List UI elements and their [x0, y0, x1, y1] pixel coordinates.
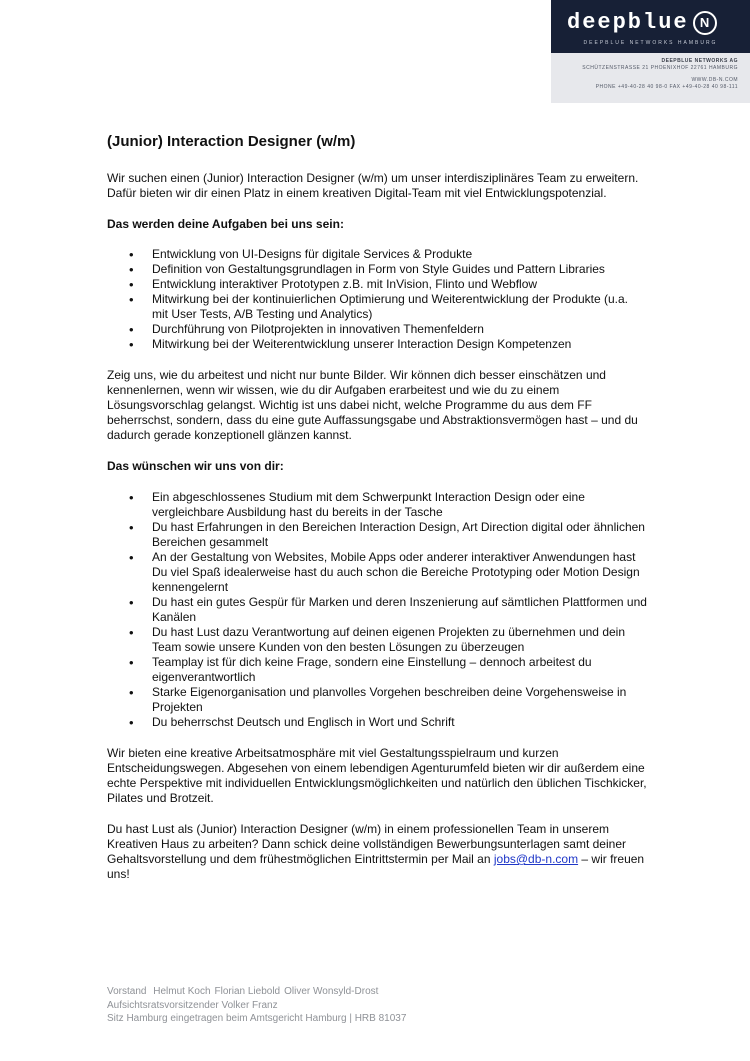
list-item: • Ein abgeschlossenes Studium mit dem Schwerpunkt Interaction Design oder eine vergleichbare Ausbildung hast du bereits in der Tasche: [152, 490, 647, 520]
wishes-heading: Das wünschen wir uns von dir:: [107, 459, 284, 473]
list-item: • Du hast Lust dazu Verantwortung auf deinen eigenen Projekten zu übernehmen und dein Team sowie unsere Kunden von den besten Lösungen zu überzeugen: [152, 625, 647, 655]
board-member: Oliver Wonsyld-Drost: [284, 986, 379, 997]
list-item: • Durchführung von Pilotprojekten in innovativen Themenfeldern: [152, 322, 647, 337]
company-website: WWW.DB-N.COM: [691, 77, 738, 83]
phone-fax: PHONE +49-40-28 40 98-0 FAX +49-40-28 40 98-111: [595, 84, 738, 90]
apply-text: Du hast Lust als (Junior) Interaction Designer (w/m) in einem professionellen Team in unserem Kreativen Haus zu arbeiten? Dann schick deine vollständigen Bewerbungsunterlagen samt deiner Gehaltsvorstellung und dem frühestmöglichen Eintrittstermin per Mail an: [107, 822, 626, 866]
approach-paragraph: Zeig uns, wie du arbeitest und nicht nur bunte Bilder. Wir können dich besser einschätzen und kennenlernen, wenn wir wissen, wie du dir Aufgaben erarbeitest und wie du zu einem Lösungsvorschlag gelangst. Wichtig ist uns dabei nicht, welche Programme du aus dem FF beherrschst, sondern, dass du eine gute Auffassungsgabe und Abstraktionsvermögen hast – und du dadurch gerade konzeptionell glänzen kannst.: [107, 368, 638, 442]
list-item: • Starke Eigenorganisation und planvolles Vorgehen beschreiben deine Vorgehensweise in Projekten: [152, 685, 647, 715]
company-address: [558, 58, 738, 91]
board-member: Helmut Koch: [153, 986, 211, 997]
list-item: • Du hast Erfahrungen in den Bereichen Interaction Design, Art Direction digital oder ähnlichen Bereichen gesammelt: [152, 520, 647, 550]
list-item: • An der Gestaltung von Websites, Mobile Apps oder anderer interaktiver Anwendungen hast Du viel Spaß idealerweise hast du auch schon die Bereiche Prototyping oder Motion Design kennengelernt: [152, 550, 647, 595]
page-footer: [107, 985, 567, 1026]
board-line: [107, 985, 567, 999]
apply-paragraph: [107, 822, 647, 882]
job-posting: [107, 132, 647, 882]
intro-paragraph: Wir suchen einen (Junior) Interaction Designer (w/m) um unser interdisziplinäres Team zu erweitern. Dafür bieten wir dir einen Platz in einem kreativen Digital-Team mit viel Entwicklungspotenzial.: [107, 171, 639, 200]
letterhead-banner: [551, 0, 750, 53]
logo-n-circle-icon: N: [693, 11, 717, 35]
offer-paragraph: Wir bieten eine kreative Arbeitsatmosphäre mit viel Gestaltungsspielraum und kurzen Entscheidungswegen. Abgesehen von einem lebendigen Agenturumfeld bieten wir dir außerdem eine echte Perspektive mit individuellen Entwicklungsmöglichkeiten und natürlich den üblichen Tischkicker, Pilates und Brotzeit.: [107, 746, 647, 805]
company-name: DEEPBLUE NETWORKS AG: [661, 58, 738, 64]
street-address: SCHÜTZENSTRASSE 21 PHOENIXHOF 22761 HAMBURG: [582, 65, 738, 71]
company-logo: [567, 10, 742, 36]
tasks-list: [107, 247, 647, 352]
list-item: • Entwicklung interaktiver Prototypen z.B. mit InVision, Flinto und Webflow: [152, 277, 647, 292]
list-item: • Mitwirkung bei der kontinuierlichen Optimierung und Weiterentwicklung der Produkte (u.a. mit User Tests, A/B Testing und Analytics): [152, 292, 647, 322]
logo-wordmark: deepblue: [567, 10, 689, 35]
email-link[interactable]: jobs@db-n.com: [493, 852, 579, 866]
list-item: • Du hast ein gutes Gespür für Marken und deren Inszenierung auf sämtlichen Plattformen und Kanälen: [152, 595, 647, 625]
list-item: • Definition von Gestaltungsgrundlagen in Form von Style Guides und Pattern Libraries: [152, 262, 647, 277]
tasks-heading: Das werden deine Aufgaben bei uns sein:: [107, 217, 344, 231]
list-item: • Mitwirkung bei der Weiterentwicklung unserer Interaction Design Kompetenzen: [152, 337, 647, 352]
list-item: • Du beherrschst Deutsch und Englisch in Wort und Schrift: [152, 715, 647, 730]
supervisory-board: Aufsichtsratsvorsitzender Volker Franz: [107, 999, 278, 1011]
wishes-list: [107, 490, 647, 730]
apply-closing: – wir freuen uns!: [107, 852, 645, 881]
list-item: • Entwicklung von UI-Designs für digitale Services & Produkte: [152, 247, 647, 262]
page-title: (Junior) Interaction Designer (w/m): [107, 133, 356, 150]
company-register: Sitz Hamburg eingetragen beim Amtsgericht Hamburg | HRB 81037: [107, 1013, 407, 1024]
list-item: • Teamplay ist für dich keine Frage, sondern eine Einstellung – dennoch arbeitest du eigenverantwortlich: [152, 655, 647, 685]
board-member: Florian Liebold: [214, 986, 281, 997]
board-label: Vorstand: [107, 986, 147, 997]
logo-tagline: DEEPBLUE NETWORKS HAMBURG: [583, 40, 718, 46]
letterhead: [551, 0, 750, 103]
